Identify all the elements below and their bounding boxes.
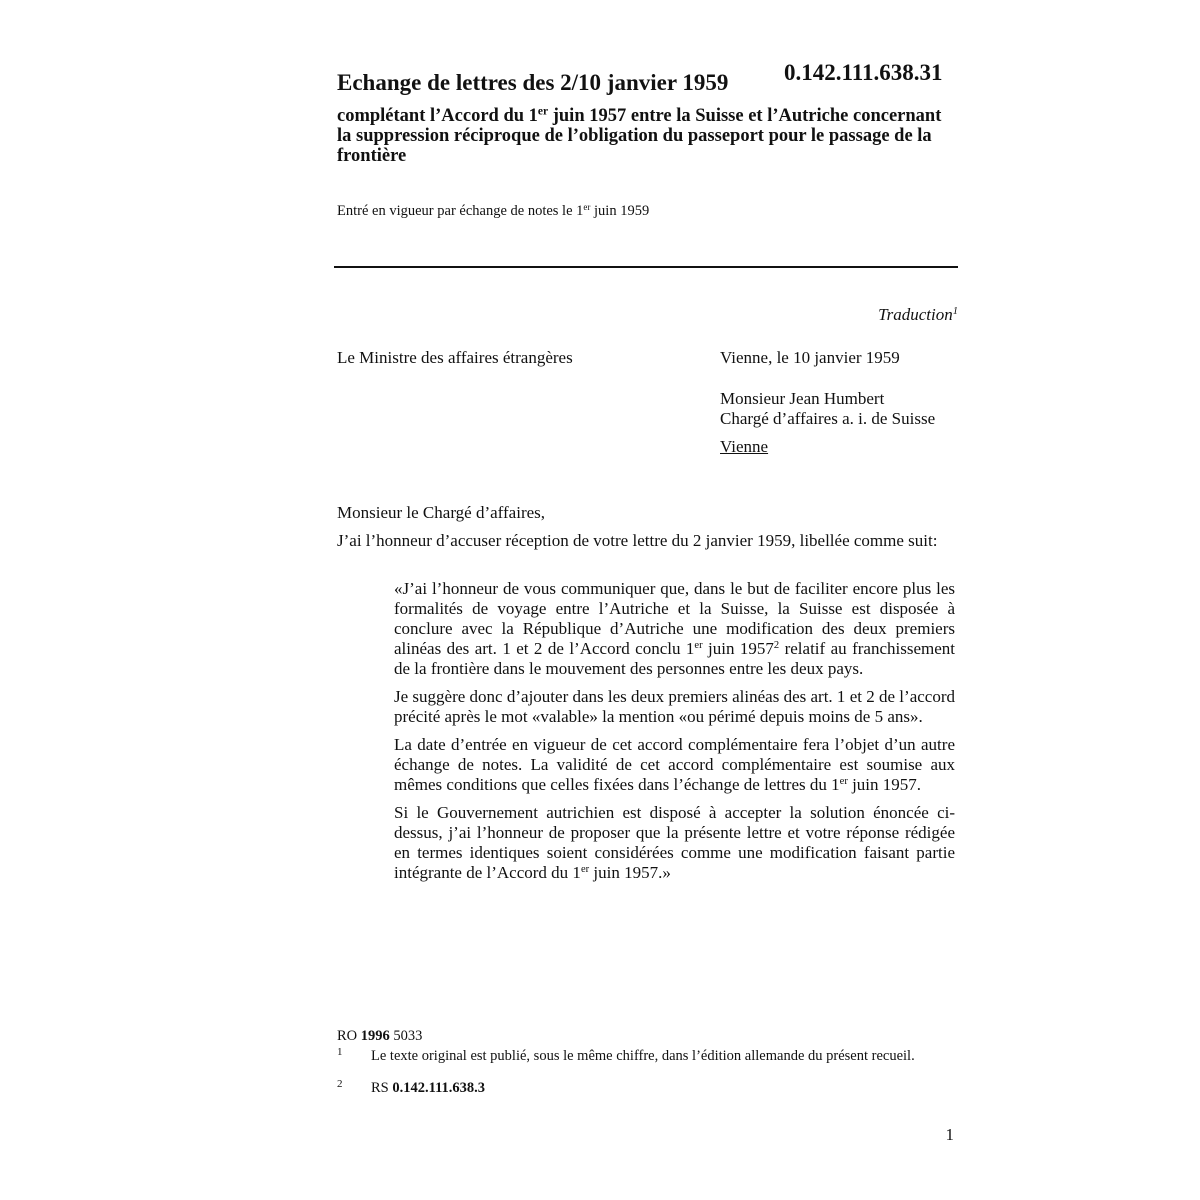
- letter-date-place: Vienne, le 10 janvier 1959: [720, 348, 900, 367]
- quoted-letter: [394, 579, 955, 891]
- document-subtitle: complétant l’Accord du 1er juin 1957 entre la Suisse et l’Autriche concernant la suppression réciproque de l’obligation du passeport pour le passage de la frontière: [337, 105, 942, 166]
- recipient-title: Chargé d’affaires a. i. de Suisse: [720, 409, 936, 428]
- quote-paragraph: La date d’entrée en vigueur de cet accord complémentaire fera l’objet d’un autre échange de notes. La validité de cet accord complémentaire est soumise aux mêmes conditions que celles fixées dans l’échange de lettres du 1er juin 1957.: [394, 735, 955, 794]
- translation-note: Traduction$^1$: [878, 305, 958, 324]
- recipient-city: Vienne: [720, 437, 769, 456]
- footnote-number: 1: [337, 1046, 343, 1058]
- header-divider: [334, 266, 958, 268]
- ro-reference: RO 1996 5033: [337, 1028, 423, 1044]
- quote-paragraph: Je suggère donc d’ajouter dans les deux premiers alinéas des art. 1 et 2 de l’accord précité après le mot «valable» la mention «ou périmé depuis moins de 5 ans».: [394, 687, 955, 726]
- footnote-text: Le texte original est publié, sous le même chiffre, dans l’édition allemande du présent recueil.: [371, 1048, 915, 1064]
- document-number: 0.142.111.638.31: [784, 60, 943, 85]
- recipient-name: Monsieur Jean Humbert: [720, 389, 885, 408]
- letter-salutation: Monsieur le Chargé d’affaires,: [337, 503, 546, 522]
- footnote-number: 2: [337, 1078, 343, 1090]
- letter-intro: J’ai l’honneur d’accuser réception de votre lettre du 2 janvier 1959, libellée comme suit:: [337, 531, 938, 550]
- footnote-1: [337, 1046, 957, 1064]
- footnote-2: [337, 1078, 957, 1096]
- letter-recipient: [720, 389, 935, 429]
- quote-paragraph: Si le Gouvernement autrichien est disposé à accepter la solution énoncée ci-dessus, j’ai l’honneur de proposer que la présente lettre et votre réponse rédigée en termes identiques soient considérées comme une modification faisant partie intégrante de l’Accord du 1er juin 1957.»: [394, 803, 955, 882]
- document-title: Echange de lettres des 2/10 janvier 1959: [337, 70, 729, 95]
- quote-paragraph: «J’ai l’honneur de vous communiquer que, dans le but de faciliter encore plus les formalités de voyage entre l’Autriche et la Suisse, la Suisse est disposée à conclure avec la République d’Autriche une modification des deux premiers alinéas des art. 1 et 2 de l’Accord conclu 1er juin 1957$^2$ relatif au franchissement de la frontière dans le mouvement des personnes entre les deux pays.: [394, 579, 955, 678]
- letter-sender: Le Ministre des affaires étrangères: [337, 348, 573, 367]
- entry-into-force: Entré en vigueur par échange de notes le 1er juin 1959: [337, 202, 650, 219]
- page-number: 1: [945, 1125, 954, 1144]
- footnote-text: RS 0.142.111.638.3: [371, 1080, 486, 1096]
